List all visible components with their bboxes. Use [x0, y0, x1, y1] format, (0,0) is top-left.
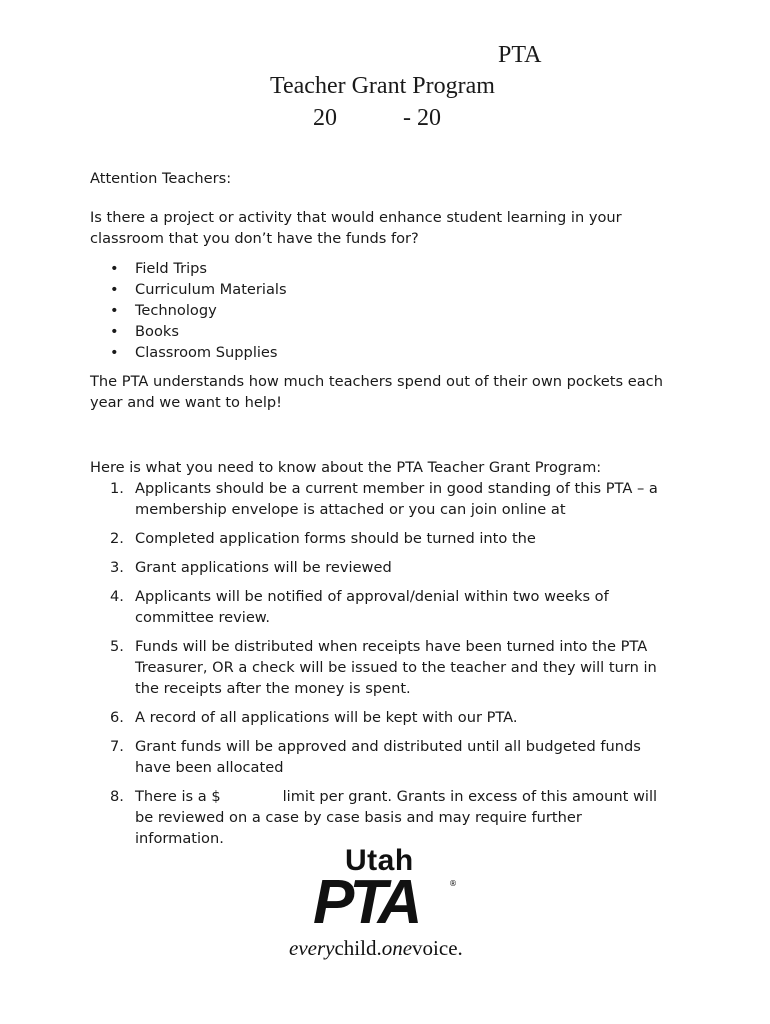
list-item: [110, 636, 670, 699]
logo-state-text: Utah: [345, 844, 414, 877]
step-number: 6.: [110, 709, 124, 726]
step-number: 7.: [110, 738, 124, 755]
header-program-title: Teacher Grant Program: [270, 73, 495, 99]
list-item: [110, 478, 670, 520]
step-number: 5.: [110, 638, 124, 655]
bullet-list: [110, 258, 287, 363]
step-text-after-blank: limit per grant. Grants in excess of this amount will be reviewed on a case by case basis and may require further information.: [135, 788, 658, 847]
year-start: 20: [313, 105, 337, 131]
step-number: 4.: [110, 588, 124, 605]
registered-mark: ®: [449, 879, 457, 888]
list-item: [110, 707, 670, 728]
step-number: 3.: [110, 559, 124, 576]
step-text: Applicants should be a current member in good standing of this PTA – a membership envelope is attached or you can join online at: [135, 480, 658, 518]
list-item: [110, 786, 670, 849]
list-item: [110, 557, 670, 578]
bullet-item: • Technology: [110, 300, 287, 321]
tag-one: one: [381, 936, 413, 960]
bullet-item: • Classroom Supplies: [110, 342, 287, 363]
intro-line: Here is what you need to know about the PTA Teacher Grant Program:: [90, 459, 602, 476]
step-number: 1.: [110, 480, 124, 497]
tag-every: every: [289, 936, 335, 960]
list-item: [110, 586, 670, 628]
list-item: [110, 528, 670, 549]
step-text-before-blank: There is a $: [135, 788, 221, 805]
step-text: A record of all applications will be kept with our PTA.: [135, 709, 518, 726]
header-year-range: [313, 105, 441, 132]
step-number: 8.: [110, 788, 124, 805]
steps-list: [110, 478, 670, 857]
bullet-item: • Curriculum Materials: [110, 279, 287, 300]
logo-tagline: [289, 936, 463, 961]
step-text: Funds will be distributed when receipts have been turned into the PTA Treasurer, OR a check will be issued to the teacher and they will turn in the receipts after the money is spent.: [135, 638, 657, 697]
step-text: Grant applications will be reviewed: [135, 559, 392, 576]
attention-line: Attention Teachers:: [90, 170, 232, 187]
bullet-item: • Books: [110, 321, 287, 342]
bullet-item: • Field Trips: [110, 258, 287, 279]
question-paragraph: Is there a project or activity that would enhance student learning in your classroom that you don’t have the funds for?: [90, 209, 622, 247]
tag-voice: voice.: [412, 936, 463, 960]
year-end: - 20: [403, 105, 441, 131]
step-number: 2.: [110, 530, 124, 547]
step-text: Completed application forms should be turned into the: [135, 530, 536, 547]
utah-pta-logo: [285, 844, 485, 969]
list-item: [110, 736, 670, 778]
step-text: Grant funds will be approved and distributed until all budgeted funds have been allocated: [135, 738, 641, 776]
tag-child: child.: [334, 936, 382, 960]
logo-pta-wordmark: PTA: [313, 868, 418, 937]
pockets-paragraph: The PTA understands how much teachers spend out of their own pockets each year and we want to help!: [90, 373, 663, 411]
header-pta: PTA: [498, 42, 542, 68]
step-text: Applicants will be notified of approval/denial within two weeks of committee review.: [135, 588, 609, 626]
